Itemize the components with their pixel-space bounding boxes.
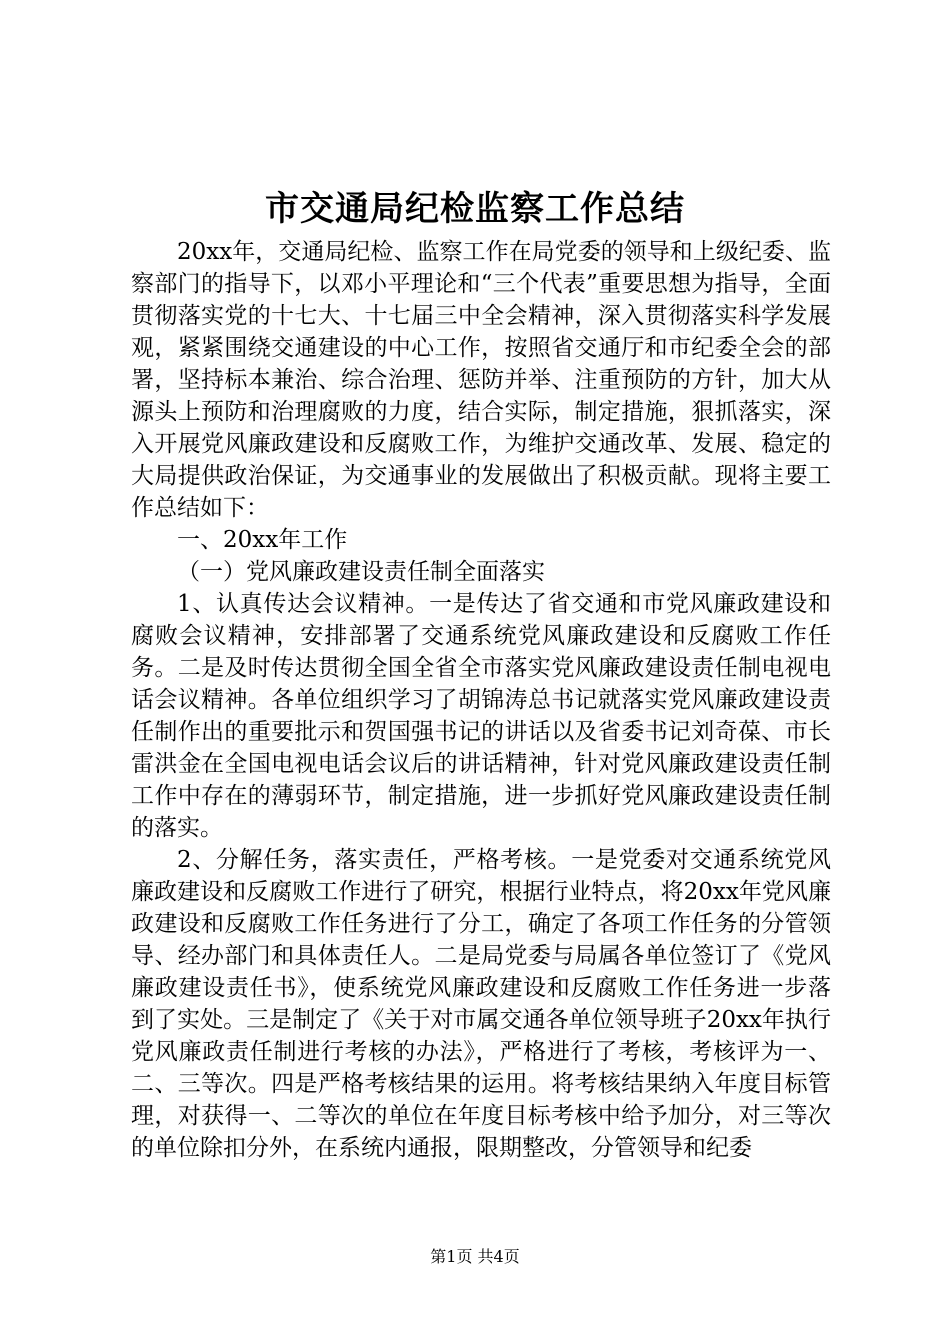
subsection-heading: （一）党风廉政建设责任制全面落实 [177,559,545,585]
section-heading: 一、20xx年工作 [177,527,348,553]
paragraph-item-2: 2、分解任务，落实责任，严格考核。一是党委对交通系统党风廉政建设和反腐败工作进行了研究，根据行业特点，将20xx年党风廉政建设和反腐败工作任务进行了分工，确定了各项工作任务的分管领导、经办部门和具体责任人。二是局党委与局属各单位签订了《党风廉政建设责任书》，使系统党风廉政建设和反腐败工作任务进一步落到了实处。三是制定了《关于对市属交通各单位领导班子20xx年执行党风廉政责任制进行考核的办法》，严格进行了考核，考核评为一、二、三等次。四是严格考核结果的运用。将考核结果纳入年度目标管理，对获得一、二等次的单位在年度目标考核中给予加分，对三等次的单位除扣分外，在系统内通报，限期整改，分管领导和纪委 [131,847,831,1161]
paragraph-intro: 20xx年，交通局纪检、监察工作在局党委的领导和上级纪委、监察部门的指导下，以邓小平理论和“三个代表”重要思想为指导，全面贯彻落实党的十七大、十七届三中全会精神，深入贯彻落实科学发展观，紧紧围绕交通建设的中心工作，按照省交通厅和市纪委全会的部署，坚持标本兼治、综合治理、惩防并举、注重预防的方针，加大从源头上预防和治理腐败的力度，结合实际，制定措施，狠抓落实，深入开展党风廉政建设和反腐败工作，为维护交通改革、发展、稳定的大局提供政治保证，为交通事业的发展做出了积极贡献。现将主要工作总结如下： [131,239,831,521]
document-body [131,236,831,1164]
page-number-footer: 第1页 共4页 [430,1247,520,1266]
document-title: 市交通局纪检监察工作总结 [265,189,685,229]
paragraph-item-1: 1、认真传达会议精神。一是传达了省交通和市党风廉政建设和腐败会议精神，安排部署了交通系统党风廉政建设和反腐败工作任务。二是及时传达贯彻全国全省全市落实党风廉政建设责任制电视电话会议精神。各单位组织学习了胡锦涛总书记就落实党风廉政建设责任制作出的重要批示和贺国强书记的讲话以及省委书记刘奇葆、市长雷洪金在全国电视电话会议后的讲话精神，针对党风廉政建设责任制工作中存在的薄弱环节，制定措施，进一步抓好党风廉政建设责任制的落实。 [131,591,831,841]
